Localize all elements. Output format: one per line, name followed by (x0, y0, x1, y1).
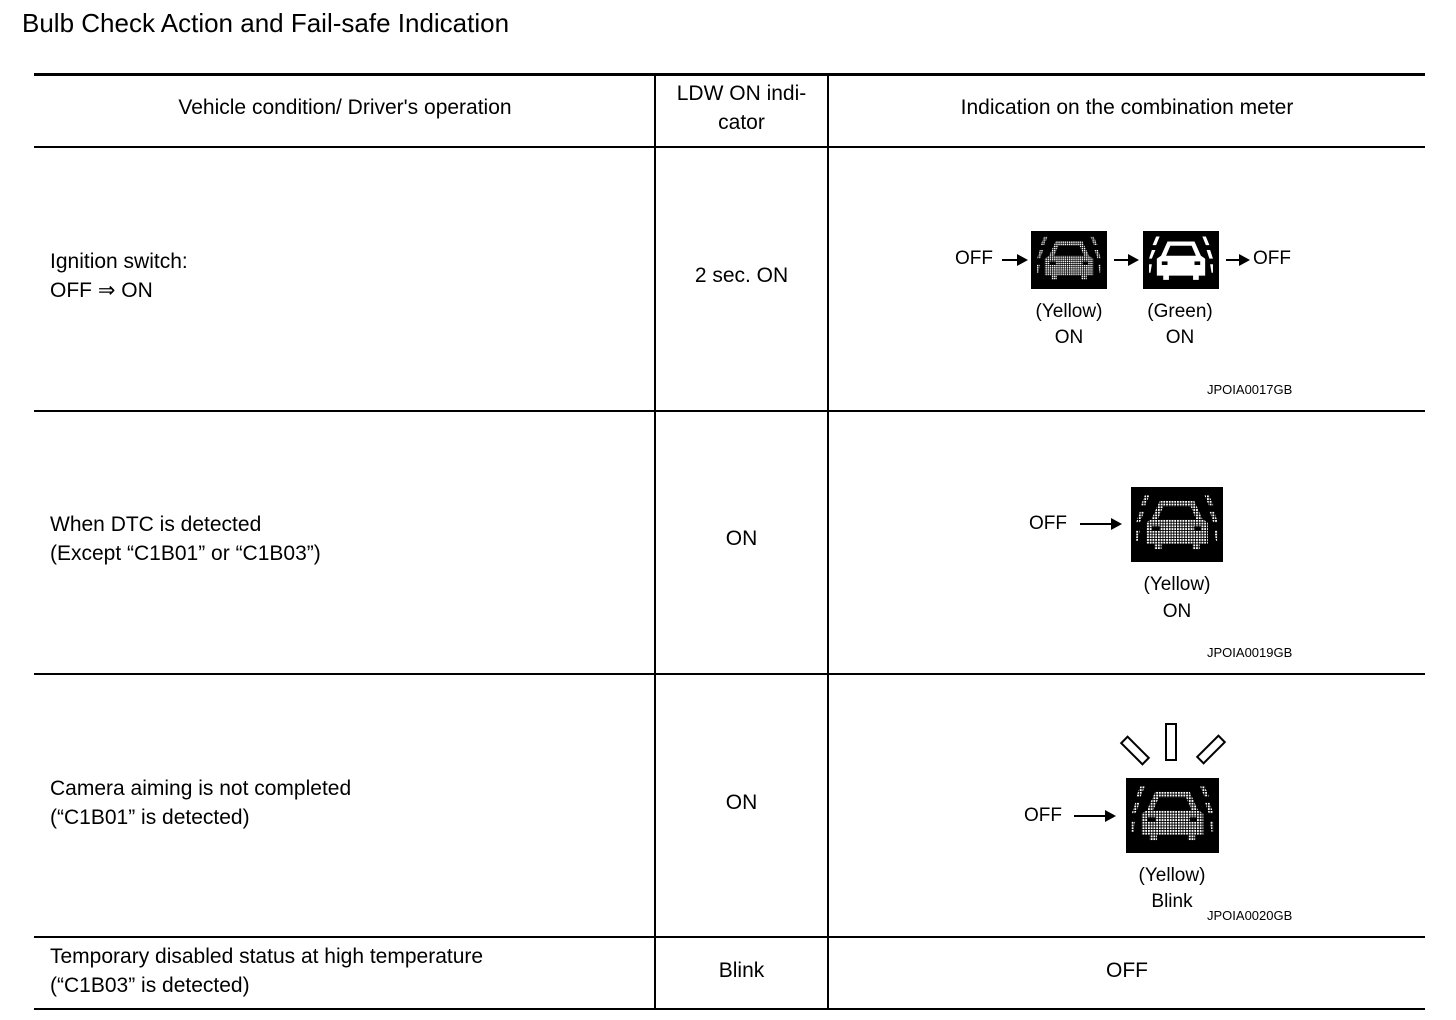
row-divider (34, 673, 1425, 675)
off-label: OFF (1024, 805, 1062, 826)
arrow-right-icon (1226, 259, 1248, 261)
page-title: Bulb Check Action and Fail-safe Indication (22, 8, 510, 38)
icon-state-label: ON (1165, 327, 1195, 348)
row2-condition: When DTC is detected (Except “C1B01” or “C1B03”) (50, 513, 321, 565)
row-divider (34, 410, 1425, 412)
ldw-indicator-icon-yellow-on (1031, 231, 1107, 289)
off-label: OFF (955, 248, 993, 269)
header-meter-indication: Indication on the combination meter (960, 96, 1294, 119)
ldw-indicator-icon-yellow-blink (1126, 778, 1219, 853)
row4-meter-indication: OFF (1106, 959, 1148, 982)
table-bottom-rule (34, 1008, 1425, 1010)
icon-state-label: ON (1054, 327, 1084, 348)
off-label: OFF (1029, 513, 1067, 534)
icon-state-label: Blink (1151, 891, 1193, 912)
row-divider (34, 936, 1425, 938)
arrow-right-icon (1080, 523, 1120, 525)
icon-color-label: (Yellow) (1035, 301, 1103, 322)
arrow-right-icon (1074, 815, 1114, 817)
row1-condition: Ignition switch: OFF ⇒ ON (50, 250, 188, 302)
arrow-right-icon (1114, 259, 1137, 261)
row4-ldw-status: Blink (718, 959, 765, 982)
figure-code: JPOIA0019GB (1207, 645, 1293, 660)
row2-ldw-status: ON (725, 527, 758, 550)
icon-color-label: (Yellow) (1138, 865, 1206, 886)
column-divider (827, 74, 829, 1009)
row1-ldw-status: 2 sec. ON (694, 264, 789, 287)
row3-condition: Camera aiming is not completed (“C1B01” is detected) (50, 777, 352, 829)
header-divider (34, 146, 1425, 148)
icon-state-label: ON (1162, 601, 1192, 622)
figure-code: JPOIA0017GB (1207, 382, 1293, 397)
ldw-indicator-icon-yellow-on (1131, 487, 1223, 562)
arrow-right-icon (1002, 259, 1026, 261)
icon-color-label: (Green) (1147, 301, 1213, 322)
ldw-indicator-icon-green-on (1143, 231, 1219, 289)
table-top-rule (34, 73, 1425, 76)
off-label: OFF (1253, 248, 1291, 269)
row3-ldw-status: ON (725, 791, 758, 814)
header-condition: Vehicle condition/ Driver's operation (178, 96, 512, 119)
header-ldw-indicator: LDW ON indi- cator (676, 82, 807, 134)
icon-color-label: (Yellow) (1143, 574, 1211, 595)
figure-code: JPOIA0020GB (1207, 908, 1293, 923)
row4-condition: Temporary disabled status at high temperature (“C1B03” is detected) (50, 945, 484, 997)
